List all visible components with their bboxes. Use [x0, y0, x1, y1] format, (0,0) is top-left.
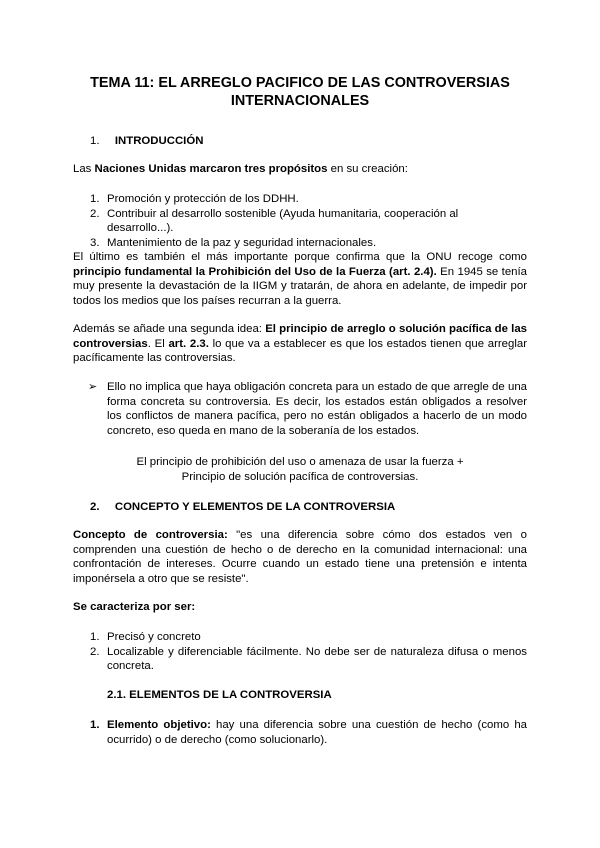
title-line-1: TEMA 11: EL ARREGLO PACIFICO DE LAS CONTROVERSIAS: [90, 75, 510, 91]
element-number: 1.: [90, 719, 100, 731]
summary-line-1: El principio de prohibición del uso o amenaza de usar la fuerza +: [136, 456, 464, 468]
list-item: [90, 192, 527, 207]
p2-text-c: En 1945 se tenía muy presente la devastación de la IIGM y tratarán, de ahora en adelante, de impedir por todos los medios que los países recurran a la guerra.: [73, 265, 528, 307]
p3-text-e: lo que va a establecer es que los estados tienen que arreglar pacíficamente las controversias.: [73, 337, 527, 365]
p2-text-bold: principio fundamental la Prohibición del Uso de la Fuerza (art. 2.4).: [73, 265, 437, 278]
intro-text-post: en su creación:: [327, 163, 408, 175]
bullet-note-text: Ello no implica que haya obligación concreta para un estado de que arregle de una forma concreta su controversia. Es decir, los estados están obligados a resolver los conflictos de manera pacífica, pero no están obligados a hacerlo de un modo concreto, eso queda en mano de la soberanía de los estados.: [107, 381, 527, 437]
section-2-number: 2.: [90, 501, 100, 513]
section-1-number: 1.: [90, 135, 100, 147]
list-item-number: 1.: [90, 631, 100, 643]
list-item-number: 3.: [90, 236, 100, 249]
list-item-text: Precisó y concreto: [107, 631, 201, 643]
list-item: [90, 645, 527, 674]
element-objective: [90, 718, 527, 747]
concept-text: "es una diferencia sobre cómo dos estados ven o comprenden una cuestión de hecho o de derecho en la comunidad internacional: una confrontación de intereses. Ocurre cuando un estado tiene una pretensión e intenta imponérsela a otro que se resiste".: [73, 529, 527, 585]
p3-text-bold-principle: El principio de arreglo o solución pacífica de las controversias: [73, 323, 527, 350]
list-item: [90, 207, 527, 236]
list-item-number: 2.: [90, 645, 100, 658]
p3-text-c: . El: [147, 337, 169, 350]
element-text: [107, 718, 527, 747]
paragraph-peaceful-settlement: [73, 322, 527, 366]
list-item-text: Contribuir al desarrollo sostenible (Ayuda humanitaria, cooperación al desarrollo...).: [107, 207, 459, 235]
intro-text-pre: Las: [73, 163, 95, 175]
section-1-heading: [90, 134, 203, 149]
document-title: [70, 74, 530, 111]
concept-paragraph: [73, 528, 527, 586]
list-item: [90, 630, 527, 645]
section-1-title: INTRODUCCIÓN: [114, 135, 204, 147]
summary-line-2: Principio de solución pacífica de controversias.: [181, 470, 419, 483]
p2-text-a: El último es también el más importante porque confirma que la ONU recoge como: [73, 251, 527, 263]
paragraph-principle-force: [73, 250, 527, 308]
arrow-bullet-icon: ➢: [88, 381, 98, 393]
list-item-number: 1.: [90, 193, 100, 205]
characterized-heading: Se caracteriza por ser:: [73, 601, 196, 613]
title-line-2: INTERNACIONALES: [230, 93, 370, 110]
p3-text-a: Además se añade una segunda idea:: [73, 323, 266, 335]
intro-text-bold: Naciones Unidas marcaron tres propósitos: [94, 163, 328, 175]
p3-text-bold-article: art. 2.3.: [168, 337, 209, 350]
subsection-heading: 2.1. ELEMENTOS DE LA CONTROVERSIA: [107, 689, 332, 701]
list-item-text: Localizable y diferenciable fácilmente. No debe ser de naturaleza difusa o menos concreta.: [107, 645, 527, 673]
section-2-title: CONCEPTO Y ELEMENTOS DE LA CONTROVERSIA: [114, 501, 396, 513]
list-item-number: 2.: [90, 207, 100, 220]
section-2-heading: [90, 500, 395, 515]
element-description: hay una diferencia sobre una cuestión de hecho (como ha ocurrido) o de derecho (como solucionarlo).: [107, 719, 527, 746]
purposes-list: [90, 192, 527, 250]
concept-label: Concepto de controversia:: [73, 529, 228, 541]
principles-summary: [73, 455, 527, 484]
bullet-note: [88, 380, 527, 438]
list-item-text: Promoción y protección de los DDHH.: [107, 193, 299, 205]
intro-paragraph: [73, 162, 527, 177]
list-item-text: Mantenimiento de la paz y seguridad internacionales.: [107, 236, 377, 249]
traits-list: [90, 630, 527, 674]
element-label: Elemento objetivo:: [107, 719, 211, 731]
list-item: [90, 236, 527, 251]
